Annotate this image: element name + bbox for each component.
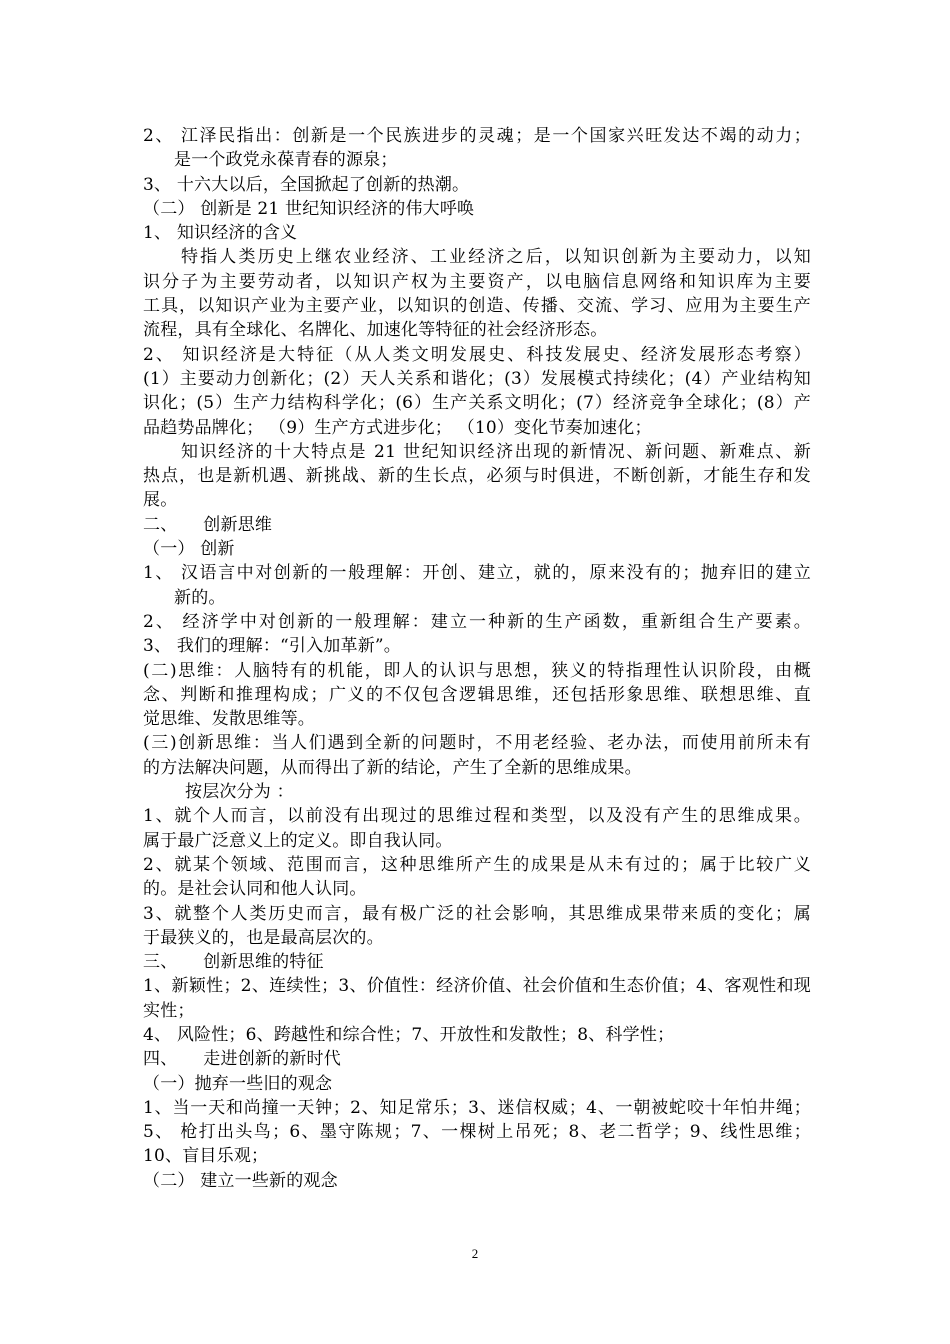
text-line: （二） 建立一些新的观念 <box>143 1170 338 1191</box>
text-line: 知识经济的十大特点是 21 世纪知识经济出现的新情况、新问题、新难点、新 <box>181 441 811 462</box>
text-line: 3、 我们的理解：“引入加革新”。 <box>143 636 402 657</box>
text-line: 3、就整个人类历史而言，最有极广泛的社会影响，其思维成果带来质的变化；属 <box>143 903 811 924</box>
text-line: 的方法解决问题，从而得出了新的结论，产生了全新的思维成果。 <box>143 757 642 778</box>
text-line: 3、 十六大以后，全国掀起了创新的热潮。 <box>143 174 470 195</box>
text-line: 2、就某个领域、范围而言，这种思维所产生的成果是从未有过的；属于比较广义 <box>143 854 811 875</box>
text-line: 品趋势品牌化； （9）生产方式进步化； （10）变化节奏加速化； <box>143 417 652 438</box>
text-line: 2、 经济学中对创新的一般理解：建立一种新的生产函数，重新组合生产要素。 <box>143 611 811 632</box>
text-line: 是一个政党永葆青春的源泉； <box>174 150 398 171</box>
text-line: 流程，具有全球化、名牌化、加速化等特征的社会经济形态。 <box>143 320 608 341</box>
text-line: 识化；(5）生产力结构科学化；(6）生产关系文明化；(7）经济竞争全球化；(8）产 <box>143 393 811 414</box>
text-line: 5、 枪打出头鸟；6、墨守陈规；7、一棵树上吊死；8、老二哲学；9、线性思维； <box>143 1122 811 1143</box>
text-line: 1、当一天和尚撞一天钟；2、知足常乐；3、迷信权威；4、一朝被蛇咬十年怕井绳； <box>143 1097 811 1118</box>
text-line: 新的。 <box>174 587 226 608</box>
text-line: (三)创新思维：当人们遇到全新的问题时，不用老经验、老办法，而使用前所未有 <box>143 733 811 754</box>
text-line: （一）抛弃一些旧的观念 <box>143 1073 333 1094</box>
text-line: 1、 知识经济的含义 <box>143 223 298 244</box>
text-line: （二） 创新是 21 世纪知识经济的伟大呼唤 <box>143 198 475 219</box>
text-line: 展。 <box>143 490 178 511</box>
text-line: 10、盲目乐观； <box>143 1146 269 1167</box>
text-line: 三、 创新思维的特征 <box>143 952 324 973</box>
text-line: 的。是社会认同和他人认同。 <box>143 879 367 900</box>
text-line: 于最狭义的，也是最高层次的。 <box>143 927 384 948</box>
text-line: 实性； <box>143 1000 195 1021</box>
text-line: 1、 汉语言中对创新的一般理解：开创、建立，就的，原来没有的；抛弃旧的建立 <box>143 563 811 584</box>
page-number: 2 <box>471 1246 479 1261</box>
text-line: 1、就个人而言，以前没有出现过的思维过程和类型，以及没有产生的思维成果。 <box>143 806 811 827</box>
text-line: 特指人类历史上继农业经济、工业经济之后，以知识创新为主要动力，以知 <box>181 247 811 268</box>
text-line: 2、 知识经济是大特征（从人类文明发展史、科技发展史、经济发展形态考察） <box>143 344 811 365</box>
text-line: 觉思维、发散思维等。 <box>143 709 315 730</box>
text-line: 按层次分为 ： <box>185 782 294 803</box>
text-line: 四、 走进创新的新时代 <box>143 1049 341 1070</box>
text-line: 工具，以知识产业为主要产业，以知识的创造、传播、交流、学习、应用为主要生产 <box>143 296 811 317</box>
text-line: 识分子为主要劳动者，以知识产权为主要资产，以电脑信息网络和知识库为主要 <box>143 271 811 292</box>
text-line: 2、 江泽民指出：创新是一个民族进步的灵魂；是一个国家兴旺发达不竭的动力； <box>143 126 811 146</box>
text-line: 4、 风险性；6、跨越性和综合性；7、开放性和发散性；8、科学性； <box>143 1024 675 1045</box>
text-line: 1、新颖性；2、连续性；3、价值性：经济价值、社会价值和生态价值；4、客观性和现 <box>143 976 811 997</box>
text-line: 热点，也是新机遇、新挑战、新的生长点，必须与时俱进，不断创新，才能生存和发 <box>143 466 811 487</box>
text-line: 属于最广泛意义上的定义。即自我认同。 <box>143 830 453 851</box>
text-line: 念、判断和推理构成；广义的不仅包含逻辑思维，还包括形象思维、联想思维、直 <box>143 684 811 705</box>
text-line: (二)思维：人脑特有的机能，即人的认识与思想，狭义的特指理性认识阶段，由概 <box>143 660 811 681</box>
text-line: (1）主要动力创新化；(2）天人关系和谐化；(3）发展模式持续化；(4）产业结构知 <box>143 368 811 389</box>
text-line: （一） 创新 <box>143 539 235 560</box>
document-body <box>143 124 811 1193</box>
text-line: 二、 创新思维 <box>143 514 273 535</box>
